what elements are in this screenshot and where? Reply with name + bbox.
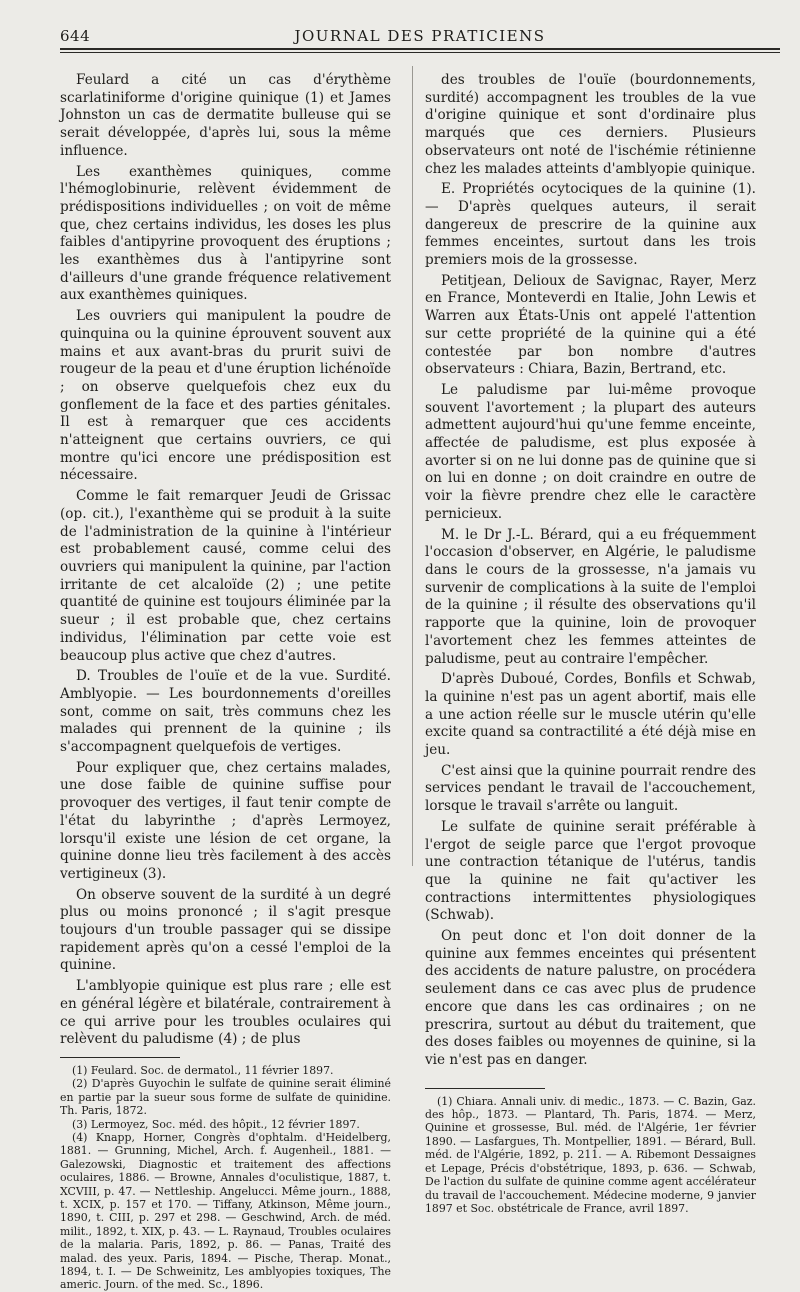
paragraph: des troubles de l'ouïe (bourdonnements, surdité) accompagnent les troubles de la vue d'origine quinique et sont d'ordinaire plus marqués que ces derniers. Plusieurs observateurs ont noté de l'ischémie rétinienne chez les malades atteints d'amblyopie quinique. bbox=[425, 72, 756, 177]
header-rule bbox=[60, 48, 780, 50]
left-column bbox=[60, 72, 391, 1292]
header-rule-thin bbox=[60, 52, 780, 53]
section-e-paragraph: E. Propriétés ocytociques de la quinine (1). — D'après quelques auteurs, il serait dangereux de prescrire de la quinine aux femmes enceintes, surtout dans les trois premiers mois de la grossesse. bbox=[425, 181, 756, 269]
paragraph: Le paludisme par lui-même provoque souvent l'avortement ; la plupart des auteurs admettent aujourd'hui qu'une femme enceinte, affectée de paludisme, est plus exposée à avorter si on ne lui donne pas de quinine que si on lui en donne ; on doit craindre en outre de voir la fièvre prendre chez elle le caractère pernicieux. bbox=[425, 381, 756, 522]
running-title: JOURNAL DES PRATICIENS bbox=[294, 27, 546, 45]
paragraph: On observe souvent de la surdité à un degré plus ou moins prononcé ; il s'agit presque toujours d'un trouble passager qui se dissipe rapidement après qu'on a cessé l'emploi de la quinine. bbox=[60, 886, 391, 974]
footnote-rule bbox=[425, 1088, 545, 1089]
column-divider bbox=[412, 66, 413, 866]
paragraph: C'est ainsi que la quinine pourrait rendre des services pendant le travail de l'accouchement, lorsque le travail s'arrête ou languit. bbox=[425, 762, 756, 815]
paragraph: L'amblyopie quinique est plus rare ; elle est en général légère et bilatérale, contrairement à ce qui arrive pour les troubles oculaires qui relèvent du paludisme (4) ; de plus bbox=[60, 978, 391, 1048]
page-number: 644 bbox=[60, 27, 91, 45]
paragraph: M. le Dr J.-L. Bérard, qui a eu fréquemment l'occasion d'observer, en Algérie, le paludisme dans le cours de la grossesse, n'a jamais vu survenir de complications à la suite de l'emploi de la quinine ; il résulte des observations qu'il rapporte que la quinine, loin de provoquer l'avortement chez les femmes atteintes de paludisme, peut au contraire l'empêcher. bbox=[425, 526, 756, 667]
paragraph: On peut donc et l'on doit donner de la quinine aux femmes enceintes qui présentent des accidents de nature palustre, on procédera seulement dans ce cas avec plus de prudence encore que dans les cas ordinaires ; on ne prescrira, surtout au début du traitement, que des doses faibles ou moyennes de quinine, si la vie n'est pas en danger. bbox=[425, 928, 756, 1068]
section-d-paragraph: D. Troubles de l'ouïe et de la vue. Surdité. Amblyopie. — Les bourdonnements d'oreilles sont, comme on sait, très communs chez les malades qui prennent de la quinine ; ils s'accompagnent quelquefois de vertiges. bbox=[60, 668, 391, 756]
paragraph: Petitjean, Delioux de Savignac, Rayer, Merz en France, Monteverdi en Italie, John Lewis et Warren aux États-Unis ont appelé l'attention sur cette propriété de la quinine qui a été contestée par bon nombre d'autres observateurs : Chiara, Bazin, Bertrand, etc. bbox=[425, 272, 756, 378]
footnote: (3) Lermoyez, Soc. méd. des hôpit., 12 février 1897. bbox=[72, 1117, 360, 1131]
paragraph: Les ouvriers qui manipulent la poudre de quinquina ou la quinine éprouvent souvent aux mains et aux avant-bras du prurit suivi de rougeur de la peau et d'une éruption lichénoïde ; on observe quelquefois chez eux du gonflement de la face et des parties génitales. Il est à remarquer que ces accidents n'atteignent que certains ouvriers, ce qui montre qu'ici encore une prédisposition est nécessaire. bbox=[60, 308, 391, 484]
footnote: (2) D'après Guyochin le sulfate de quinine serait éliminé en partie par la sueur sous forme de sulfate de quinidine. Th. Paris, 1872. bbox=[60, 1077, 391, 1118]
right-column bbox=[425, 72, 756, 1215]
page-header bbox=[60, 22, 780, 50]
paragraph: Comme le fait remarquer Jeudi de Grissac (op. cit.), l'exanthème qui se produit à la suite de l'administration de la quinine à l'intérieur est probablement causé, comme celui des ouvriers qui manipulent la quinine, par l'action irritante de cet alcaloïde (2) ; une petite quantité de quinine est toujours éliminée par la sueur ; il est probable que, chez certains individus, l'élimination par cette voie est beaucoup plus active que chez d'autres. bbox=[60, 488, 391, 664]
footnote: (4) Knapp, Horner, Congrès d'ophtalm. d'Heidelberg, 1881. — Grunning, Michel, Arch. f. Augenheil., 1881. — Galezowski, Diagnostic et traitement des affections oculaires, 1886. — Browne, Annales d'oculistique, 1887, t. XCVIII, p. 47. — Nettleship. Angelucci. Même journ., 1888, t. XCIX, p. 157 et 170. — Tiffany, Atkinson, Même journ., 1890, t. CIII, p. 297 et 298. — Geschwind, Arch. de méd. milit., 1892, t. XIX, p. 43. — L. Raynaud, Troubles oculaires de la malaria. Paris, 1892, p. 86. — Panas, Traité des malad. des yeux. Paris, 1894. — Pische, Therap. Monat., 1894, t. I. — De Schweinitz, Les amblyopies toxiques, The americ. Journ. of the med. Sc., 1896. bbox=[60, 1131, 391, 1292]
paragraph: D'après Duboué, Cordes, Bonfils et Schwab, la quinine n'est pas un agent abortif, mais elle a une action réelle sur le muscle utérin qu'elle excite quand sa contractilité a été déjà mise en jeu. bbox=[425, 671, 756, 759]
paragraph: Feulard a cité un cas d'érythème scarlatiniforme d'origine quinique (1) et James Johnston un cas de dermatite bulleuse qui se serait développée, d'après lui, sous la même influence. bbox=[60, 72, 391, 159]
footnote: (1) Feulard. Soc. de dermatol., 11 février 1897. bbox=[72, 1063, 334, 1077]
paragraph: Pour expliquer que, chez certains malades, une dose faible de quinine suffise pour provoquer des vertiges, il faut tenir compte de l'état du labyrinthe ; d'après Lermoyez, lorsqu'il existe une lésion de cet organe, la quinine donne lieu très facilement à des accès vertigineux (3). bbox=[60, 759, 391, 882]
footnote-rule bbox=[60, 1057, 180, 1058]
footnote: (1) Chiara. Annali univ. di medic., 1873. — C. Bazin, Gaz. des hôp., 1873. — Plantard, Th. Paris, 1874. — Merz, Quinine et grossesse, Bul. méd. de l'Algérie, 1er février 1890. — Lasfargues, Th. Montpellier, 1891. — Bérard, Bull. méd. de l'Algérie, 1892, p. 211. — A. Ribemont Dessaignes et Lepage, Précis d'obstétrique, 1893, p. 636. — Schwab, De l'action du sulfate de quinine comme agent accélérateur du travail de l'accouchement. Médecine moderne, 9 janvier 1897 et Soc. obstétricale de France, avril 1897. bbox=[425, 1094, 756, 1215]
paragraph: Le sulfate de quinine serait préférable à l'ergot de seigle parce que l'ergot provoque une contraction tétanique de l'utérus, tandis que la quinine ne fait qu'activer les contractions intermittentes physiologiques (Schwab). bbox=[425, 818, 756, 924]
paragraph: Les exanthèmes quiniques, comme l'hémoglobinurie, relèvent évidemment de prédispositions individuelles ; on voit de même que, chez certains individus, les doses les plus faibles d'antipyrine provoquent des éruptions ; les exanthèmes dus à l'antipyrine sont d'ailleurs d'une grande fréquence relativement aux exanthèmes quiniques. bbox=[60, 163, 391, 304]
